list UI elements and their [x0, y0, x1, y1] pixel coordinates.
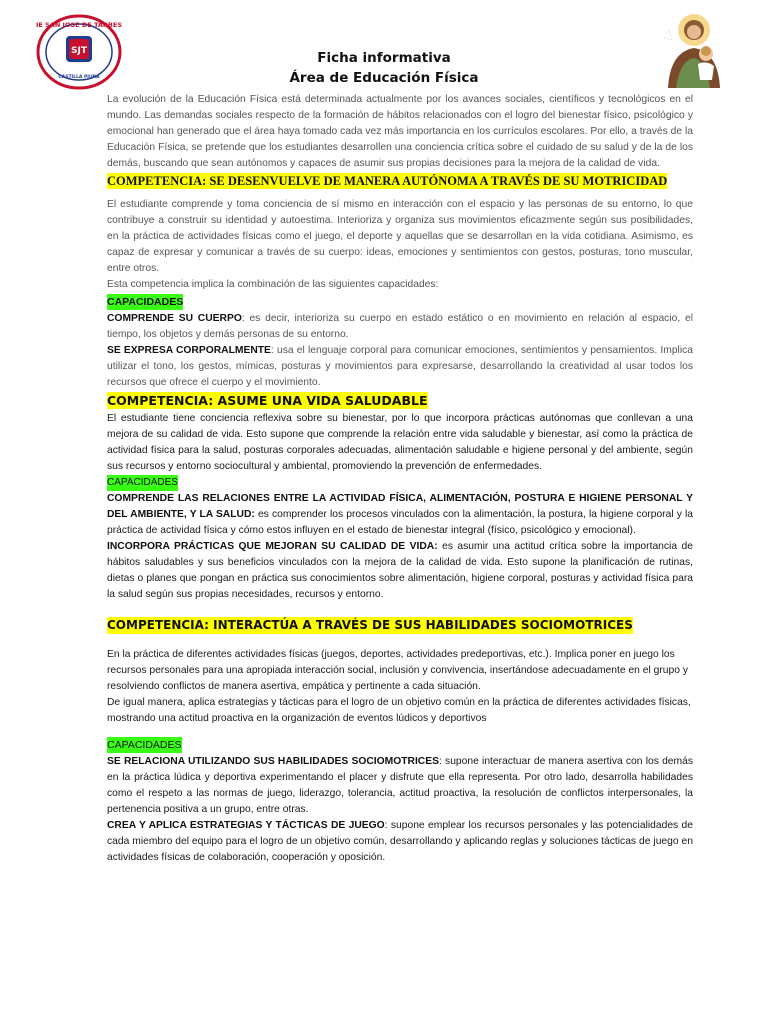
competencia-2-title: COMPETENCIA: ASUME UNA VIDA SALUDABLE	[107, 393, 428, 408]
competencia-2-description: El estudiante tiene conciencia reflexiva sobre su bienestar, por lo que incorpora prácticas autónomas que conllevan a una mejora de su calidad de vida. Esto supone que comprende la relación entre vida saludable y bienestar, así como la práctica de actividad física para la salud, posturas corporales adecuadas, alimentación saludable e higiene personal y del ambiente, según sus recursos y entorno sociocultural y ambiental, promoviendo la prevención de enfermedades.	[107, 413, 693, 472]
cap-text: : usa el lenguaje corporal para comunicar emociones, sentimientos y pensamientos. Implica utilizar el tono, los gestos, mímicas, posturas y movimientos para expresarse, desarrollando la creatividad al usar todos los recursos que ofrece el cuerpo y el movimiento.	[107, 345, 693, 388]
competencia-3-caps-heading	[107, 737, 693, 754]
competencia-1-description: El estudiante comprende y toma conciencia de sí mismo en interacción con el espacio y las personas de su entorno, lo que contribuye a construir su identidad y autoestima. Interioriza y organiza sus movimientos eficazmente según sus posibilidades, en la práctica de actividades físicas como el juego, el deporte y aquellas que se desarrollan en la vida cotidiana. Asimismo, es capaz de expresar y comunicar a través de su cuerpo: ideas, emociones y sentimientos con gestos, posturas, tono muscular, entre otros.	[107, 199, 693, 274]
competencia-2-cap-2	[107, 539, 693, 603]
svg-text:CASTILLA PIURA: CASTILLA PIURA	[58, 75, 100, 80]
svg-text:IE SAN JOSE DE TARBES: IE SAN JOSE DE TARBES	[36, 21, 122, 29]
capacidades-label: CAPACIDADES	[107, 739, 182, 751]
document-title: Ficha informativa	[317, 50, 451, 66]
cap-text: es asumir una actitud crítica sobre la importancia de hábitos saludables y sus beneficios vinculados con la mejora de la calidad de vida. Esto supone la planificación de rutinas, dietas o planes que pongan en práctica sus conocimientos sobre alimentación, higiene corporal, posturas y actividad física para la salud según sus propias necesidades, recursos y entorno.	[107, 541, 693, 600]
cap-title: INCORPORA PRÁCTICAS QUE MEJORAN SU CALIDAD DE VIDA:	[107, 541, 438, 552]
competencia-2-cap-1	[107, 491, 693, 539]
cap-title: SE EXPRESA CORPORALMENTE	[107, 345, 271, 356]
capacidades-label: CAPACIDADES	[107, 296, 184, 308]
cap-text: : supone emplear los recursos personales y las potencialidades de cada miembro del equipo para el logro de un objetivo común, desarrollando y aplicando reglas y soluciones tácticas de juego en actividades físicas de colaboración, cooperación y oposición.	[107, 820, 694, 863]
competencia-2-heading	[107, 392, 693, 411]
document-body	[107, 92, 693, 866]
competencia-3-description-2: De igual manera, aplica estrategias y tácticas para el logro de un objetivo común en la práctica de diferentes actividades físicas, mostrando una actitud proactiva en la organización de eventos lúdicos y deportivos	[107, 697, 691, 724]
cap-text: : supone interactuar de manera asertiva con los demás en la práctica lúdica y deportiva experimentando el placer y disfrute que ella representa. Por otro lado, desarrolla habilidades como el respeto a las normas de juego, liderazgo, tolerancia, actitud proactiva, la resolución de conflictos interpersonales, la pertenencia positiva a un grupo, entre otras.	[107, 756, 693, 815]
intro-paragraph: La evolución de la Educación Física está determinada actualmente por los avances sociales, científicos y tecnológicos en el mundo. Las demandas sociales respecto de la formación de hábitos relacionados con el logro del bienestar físico, psicológico y emocional han generado que el área haya tomado cada vez más importancia en los currículos escolares. Por ello, a través de la Educación Física, se pretende que los estudiantes desarrollen una conciencia crítica sobre el cuidado de su salud y de la de los demás, buscando que sean autónomos y capaces de asumir sus propias decisiones para la mejora de la calidad de vida.	[107, 94, 693, 169]
competencia-3-title: COMPETENCIA: INTERACTÚA A TRAVÉS DE SUS HABILIDADES SOCIOMOTRICES	[107, 618, 633, 632]
competencia-3-description: En la práctica de diferentes actividades físicas (juegos, deportes, actividades predeportivas, etc.). Implica poner en juego los recursos personales para una apropiada interacción social, inclusión y convivencia, insertándose adecuadamente en el grupo y resolviendo conflictos de manera asertiva, empática y pertinente a cada situación.	[107, 649, 688, 692]
cap-text: : es decir, interioriza su cuerpo en estado estático o en movimiento en relación al espacio, el tiempo, los objetos y demás personas de su entorno.	[107, 313, 693, 340]
cap-title: SE RELACIONA UTILIZANDO SUS HABILIDADES SOCIOMOTRICES	[107, 756, 439, 767]
competencia-3-cap-2	[107, 818, 693, 866]
cap-text: es comprender los procesos vinculados con la alimentación, la postura, la higiene corporal y la práctica de actividad física y cómo estos influyen en el estado de bienestar integral (físico, psicológico y emocional).	[107, 509, 694, 536]
competencia-1-cap-2	[107, 343, 693, 391]
capacidades-label: CAPACIDADES	[107, 475, 178, 491]
cap-title: COMPRENDE LAS RELACIONES ENTRE LA ACTIVIDAD FÍSICA, ALIMENTACIÓN, POSTURA E HIGIENE PERSONAL Y DEL AMBIENTE, Y LA SALUD:	[107, 493, 693, 520]
competencia-1-heading	[107, 173, 693, 191]
competencia-3-cap-1	[107, 754, 693, 818]
svg-text:SJT: SJT	[71, 46, 87, 56]
competencia-1-caps-intro: Esta competencia implica la combinación de las siguientes capacidades:	[107, 279, 439, 290]
competencia-2-caps-heading	[107, 475, 693, 491]
cap-title: CREA Y APLICA ESTRATEGIAS Y TÁCTICAS DE JUEGO	[107, 820, 385, 831]
competencia-1-cap-1	[107, 311, 693, 343]
competencia-1-caps-heading	[107, 294, 693, 311]
document-subtitle: Área de Educación Física	[289, 70, 479, 86]
competencia-1-title: COMPETENCIA: SE DESENVUELVE DE MANERA AUTÓNOMA A TRAVÉS DE SU MOTRICIDAD	[107, 174, 668, 188]
cap-title: COMPRENDE SU CUERPO	[107, 313, 242, 324]
competencia-3-heading	[107, 617, 693, 635]
